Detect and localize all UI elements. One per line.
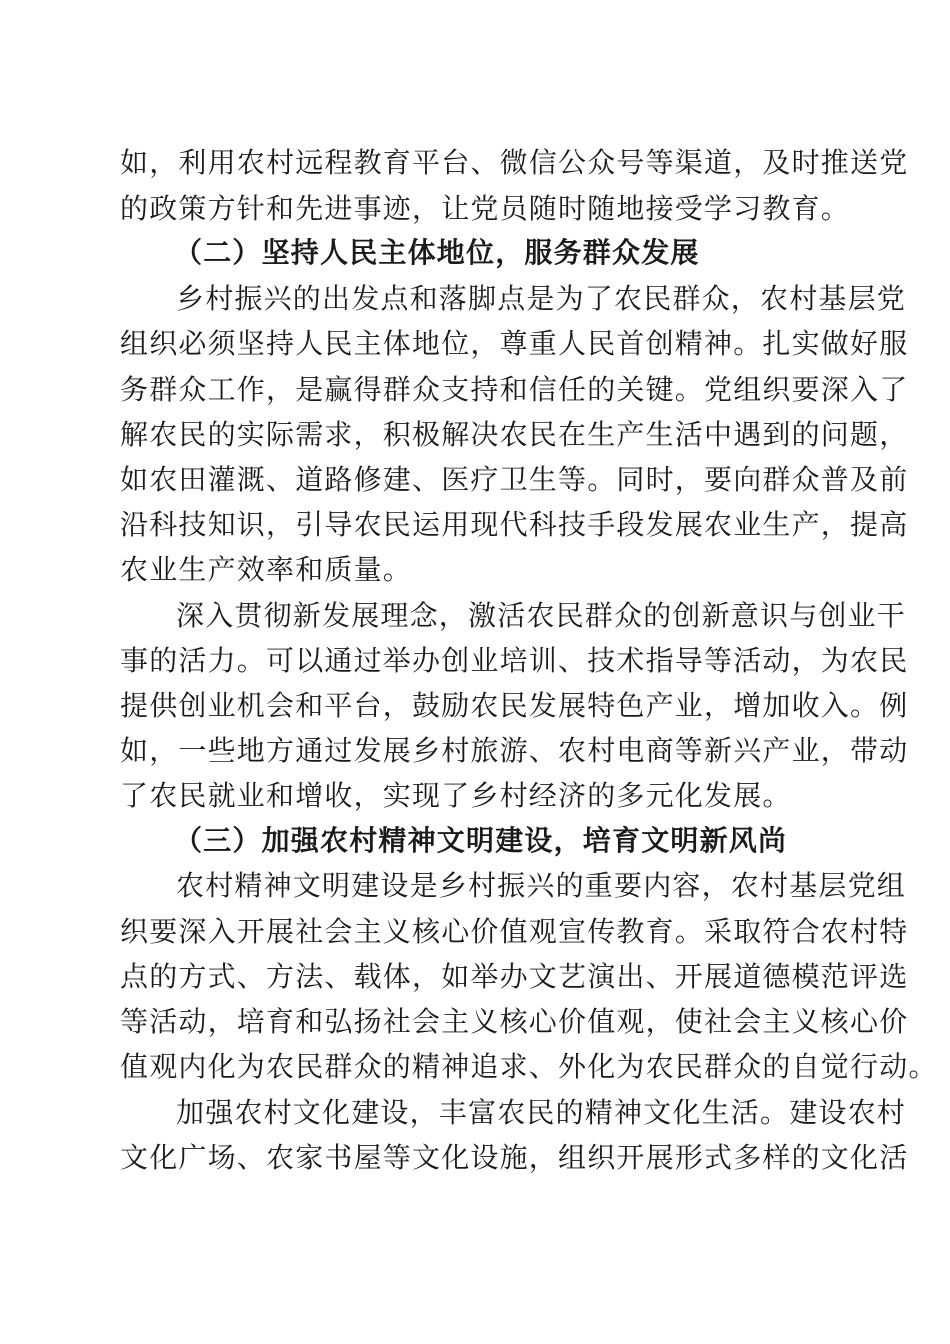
section-heading-3: （三）加强农村精神文明建设，培育文明新风尚: [174, 824, 788, 857]
paragraph-line-14: 了农民就业和增收，实现了乡村经济的多元化发展。: [120, 779, 792, 812]
paragraph-line-9: 农业生产效率和质量。: [120, 553, 413, 586]
paragraph-line-5: 务群众工作，是赢得群众支持和信任的关键。党组织要深入了: [120, 373, 909, 406]
paragraph-line-8: 沿科技知识，引导农民运用现代科技手段发展农业生产，提高: [120, 508, 909, 541]
paragraph-line-first: 加强农村文化建设，丰富农民的精神文化生活。建设农村: [176, 1096, 907, 1129]
paragraph-line-17: 织要深入开展社会主义核心价值观宣传教育。采取符合农村特: [120, 915, 909, 948]
paragraph-line-12: 提供创业机会和平台，鼓励农民发展特色产业，增加收入。例: [120, 689, 909, 722]
paragraph-line-first: 农村精神文明建设是乡村振兴的重要内容，农村基层党组: [176, 869, 907, 902]
paragraph-line-22: 文化广场、农家书屋等文化设施，组织开展形式多样的文化活: [120, 1141, 909, 1174]
paragraph-line-19: 等活动，培育和弘扬社会主义核心价值观，使社会主义核心价: [120, 1005, 909, 1038]
paragraph-line-13: 如，一些地方通过发展乡村旅游、农村电商等新兴产业，带动: [120, 734, 909, 767]
paragraph-line-18: 点的方式、方法、载体，如举办文艺演出、开展道德模范评选: [120, 960, 909, 993]
section-heading-2: （二）坚持人民主体地位，服务群众发展: [174, 236, 700, 269]
paragraph-line-7: 如农田灌溉、道路修建、医疗卫生等。同时，要向群众普及前: [120, 463, 909, 496]
paragraph-line-4: 组织必须坚持人民主体地位，尊重人民首创精神。扎实做好服: [120, 327, 909, 360]
paragraph-line-6: 解农民的实际需求，积极解决农民在生产生活中遇到的问题，: [120, 418, 909, 451]
paragraph-line-2: 的政策方针和先进事迹，让党员随时随地接受学习教育。: [120, 192, 851, 225]
paragraph-line-11: 事的活力。可以通过举办创业培训、技术指导等活动，为农民: [120, 644, 909, 677]
paragraph-line-1: 如，利用农村远程教育平台、微信公众号等渠道，及时推送党: [120, 146, 909, 179]
paragraph-line-first: 深入贯彻新发展理念，激活农民群众的创新意识与创业干: [176, 599, 907, 632]
paragraph-line-first: 乡村振兴的出发点和落脚点是为了农民群众，农村基层党: [176, 282, 907, 315]
paragraph-line-20: 值观内化为农民群众的精神追求、外化为农民群众的自觉行动。: [120, 1050, 938, 1083]
